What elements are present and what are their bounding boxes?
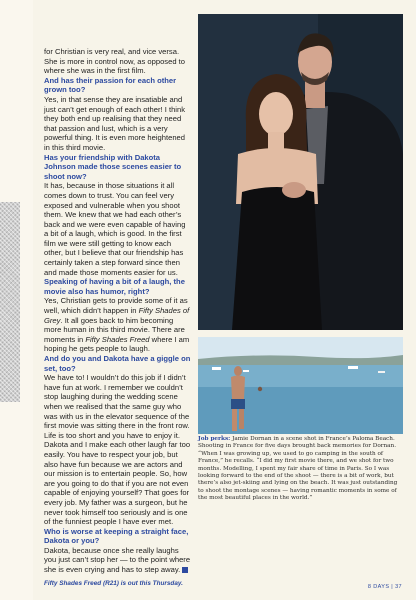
decorative-pattern bbox=[0, 202, 20, 402]
answer-text: Yes, Christian gets to provide some of it as well, which didn’t happen in bbox=[44, 296, 188, 316]
release-note: Fifty Shades Freed (R21) is out this Thursday. bbox=[44, 580, 183, 587]
answer-paragraph: We have to! I wouldn’t do this job if I didn’t have fun at work. I remember we couldn’t stop laughing during the wedding scene when we realised that the same guy who was with us in the elevator sequence of the first movie was sitting there in the front row. Life is too short and you have to enjoy it. Dakota and I make each other laugh far too easily. You have to respect your job, but also have fun because we are actors and our mission is to entertain people. So, how are you going to do that if you are not even capable of enjoying yourself? That goes for every job. My father was a surgeon, but he never took himself too seriously and is one of the funniest people I have ever met. bbox=[44, 373, 191, 527]
caption-lead: Job perks: bbox=[198, 436, 231, 442]
answer-paragraph: for Christian is very real, and vice versa. She is more in control now, as opposed to where she was in the first film. bbox=[44, 47, 185, 76]
couple-portrait-photo bbox=[198, 14, 403, 330]
question-heading: Has your friendship with Dakota Johnson made those scenes easier to shoot now? bbox=[44, 152, 182, 181]
answer-text: . It all goes back to him becoming more human in this third movie. There are moments in bbox=[44, 315, 185, 344]
question-heading: And has their passion for each other grown too? bbox=[44, 75, 177, 95]
beach-scene-photo bbox=[198, 337, 403, 434]
answer-paragraph: It has, because in those situations it all comes down to trust. You can feel very exposed and vulnerable when you shoot them. We knew that we had each other’s back and we were even capable of having a bit of a laugh, which is good. In the first film we were still getting to know each other, but I believe that our friendship has certainly taken a step forward since then and made those moments easier for us. bbox=[44, 181, 186, 277]
answer-text: where I am hoping he gets people to laugh. bbox=[44, 334, 190, 354]
answer-paragraph: Yes, in that sense they are insatiable and just can’t get enough of each other! I think they both end up realising that they need that passion and lust, which is a very powerful thing. It is even more heightened in this third movie. bbox=[44, 94, 185, 152]
photo-caption bbox=[198, 436, 400, 503]
movie-title: Fifty Shades of Grey bbox=[44, 306, 190, 325]
portrait-illustration bbox=[198, 14, 403, 330]
end-mark-icon bbox=[182, 567, 188, 573]
beach-illustration bbox=[198, 337, 403, 434]
page-number: 8 DAYS | 37 bbox=[367, 584, 402, 590]
caption-body: Jamie Dornan in a scene shot in France’s Paloma Beach. Shooting in France for five days brought back memories for Dornan. “When I was growing up, we used to go camping in the south of France,” he recalls. “I did my first movie there, and we shot for two months. Modelling, I spent my fair share of time in Paris. So I was looking forward to the end of the shoot — there is a bit of work, but there’s also jet-skiing and lying on the beach. It was just outstanding to shoot the montage scenes — having romantic moments in some of the most beautiful places in the world.” bbox=[198, 436, 398, 502]
answer-paragraph bbox=[44, 546, 191, 575]
answer-paragraph bbox=[44, 296, 191, 354]
question-heading: Who is worse at keeping a straight face, Dakota or you? bbox=[44, 526, 189, 546]
question-heading: And do you and Dakota have a giggle on set, too? bbox=[44, 354, 191, 373]
interview-article bbox=[44, 47, 191, 575]
question-heading: Speaking of having a bit of a laugh, the movie also has humor, right? bbox=[44, 277, 185, 296]
answer-text: Dakota, because once she really laughs you just can’t stop her — to the point where she is even crying and has to step away. bbox=[44, 545, 191, 575]
left-margin-strip bbox=[0, 0, 33, 600]
movie-title: Fifty Shades Freed bbox=[85, 334, 150, 344]
